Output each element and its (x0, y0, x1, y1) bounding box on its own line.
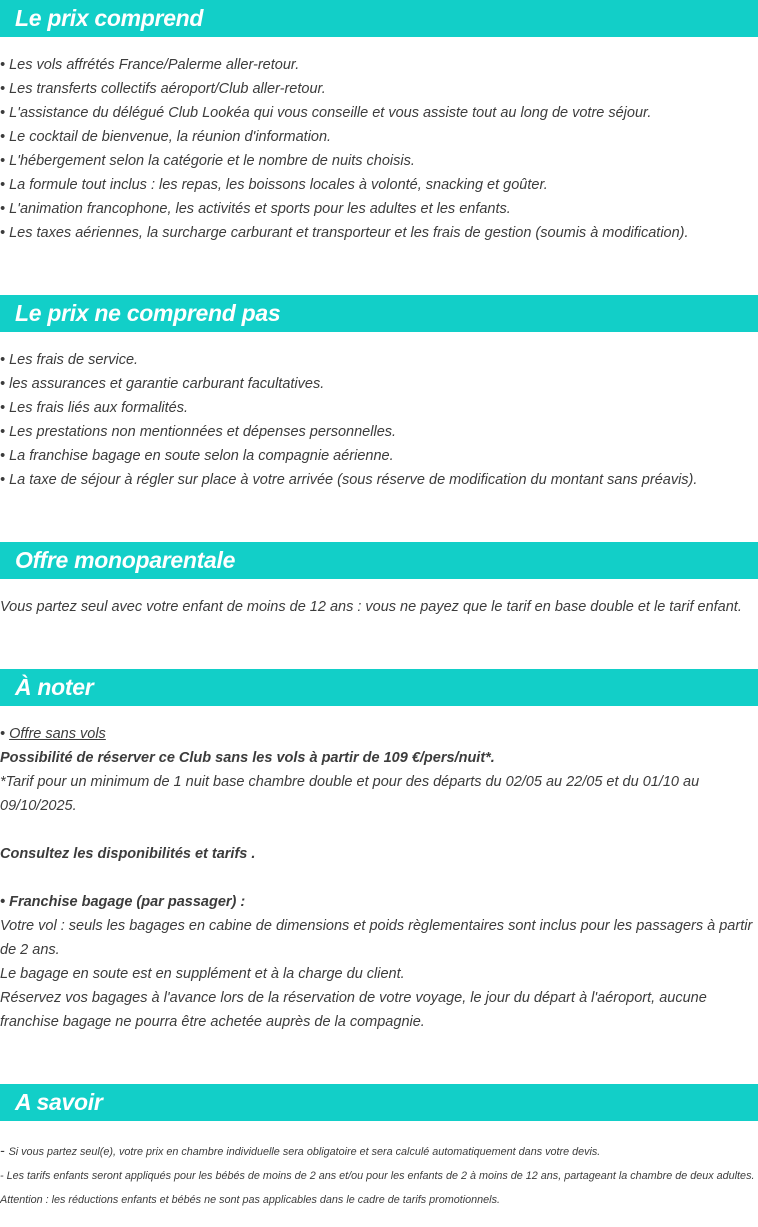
section-title: Le prix ne comprend pas (15, 300, 281, 326)
a-savoir-line3: Attention : les réductions enfants et bébés ne sont pas applicables dans le cadre de tarifs promotionnels. (0, 1194, 500, 1206)
offre-sans-vols-link[interactable]: Offre sans vols (9, 726, 106, 742)
section-title: A savoir (15, 1089, 103, 1115)
paragraph: Vous partez seul avec votre enfant de moins de 12 ans : vous ne payez que le tarif en base double et le tarif enfant. (0, 599, 742, 615)
section-header-prix-comprend (0, 0, 758, 37)
section-title: Le prix comprend (15, 5, 204, 31)
section-title: À noter (15, 674, 94, 700)
tarif-note: *Tarif pour un minimum de 1 nuit base chambre double et pour des départs du 02/05 au 22/05 et du 01/10 au 09/10/2025. (0, 774, 700, 814)
list-item: • L'animation francophone, les activités et sports pour les adultes et les enfants. (0, 201, 511, 217)
section-header-a-savoir (0, 1084, 758, 1121)
dash: - (0, 1142, 9, 1158)
list-item: • Les frais liés aux formalités. (0, 400, 189, 416)
list-item: • L'hébergement selon la catégorie et le nombre de nuits choisis. (0, 153, 415, 169)
list-item: • Les prestations non mentionnées et dépenses personnelles. (0, 424, 397, 440)
list-item: • La formule tout inclus : les repas, les boissons locales à volonté, snacking et goûter. (0, 177, 548, 193)
consultez-link[interactable]: Consultez les disponibilités et tarifs . (0, 846, 256, 862)
a-noter-content (0, 722, 758, 1034)
list-prix-ne-comprend-pas (0, 348, 758, 492)
list-item: • Les vols affrétés France/Palerme aller-retour. (0, 57, 300, 73)
a-savoir-line2: - Les tarifs enfants seront appliqués pour les bébés de moins de 2 ans et/ou pour les enfants de 2 à moins de 12 ans, partageant la chambre de deux adultes. (0, 1170, 755, 1182)
offre-sans-vols-line (0, 722, 754, 746)
list-item: • Les frais de service. (0, 352, 139, 368)
list-item: • Les taxes aériennes, la surcharge carburant et transporteur et les frais de gestion (soumis à modification). (0, 225, 689, 241)
section-header-prix-ne-comprend-pas (0, 295, 758, 332)
list-item: • La taxe de séjour à régler sur place à votre arrivée (sous réserve de modification du montant sans préavis). (0, 472, 698, 488)
a-savoir-content (0, 1138, 758, 1212)
bullet: • (0, 726, 10, 742)
a-savoir-line (0, 1138, 754, 1164)
list-item: • les assurances et garantie carburant facultatives. (0, 376, 325, 392)
a-savoir-line1: Si vous partez seul(e), votre prix en chambre individuelle sera obligatoire et sera calculé automatiquement dans votre devis. (8, 1146, 601, 1158)
section-header-offre-monoparentale (0, 542, 758, 579)
list-prix-comprend (0, 53, 758, 245)
section-title: Offre monoparentale (15, 547, 236, 573)
offre-monoparentale-text (0, 595, 758, 619)
votre-vol-text: Votre vol : seuls les bagages en cabine de dimensions et poids règlementaires sont inclus pour les passagers à partir de 2 ans. (0, 918, 753, 958)
list-item: • L'assistance du délégué Club Lookéa qui vous conseille et vous assiste tout au long de votre séjour. (0, 105, 652, 121)
possibilite-text: Possibilité de réserver ce Club sans les vols à partir de 109 €/pers/nuit*. (0, 750, 495, 766)
list-item: • Les transferts collectifs aéroport/Club aller-retour. (0, 81, 326, 97)
franchise-title: • Franchise bagage (par passager) : (0, 894, 246, 910)
section-header-a-noter (0, 669, 758, 706)
bagage-soute-text: Le bagage en soute est en supplément et à la charge du client. (0, 966, 405, 982)
list-item: • La franchise bagage en soute selon la compagnie aérienne. (0, 448, 394, 464)
reservez-text: Réservez vos bagages à l'avance lors de la réservation de votre voyage, le jour du départ à l'aéroport, aucune franchise bagage ne pourra être achetée auprès de la compagnie. (0, 990, 707, 1030)
list-item: • Le cocktail de bienvenue, la réunion d'information. (0, 129, 332, 145)
